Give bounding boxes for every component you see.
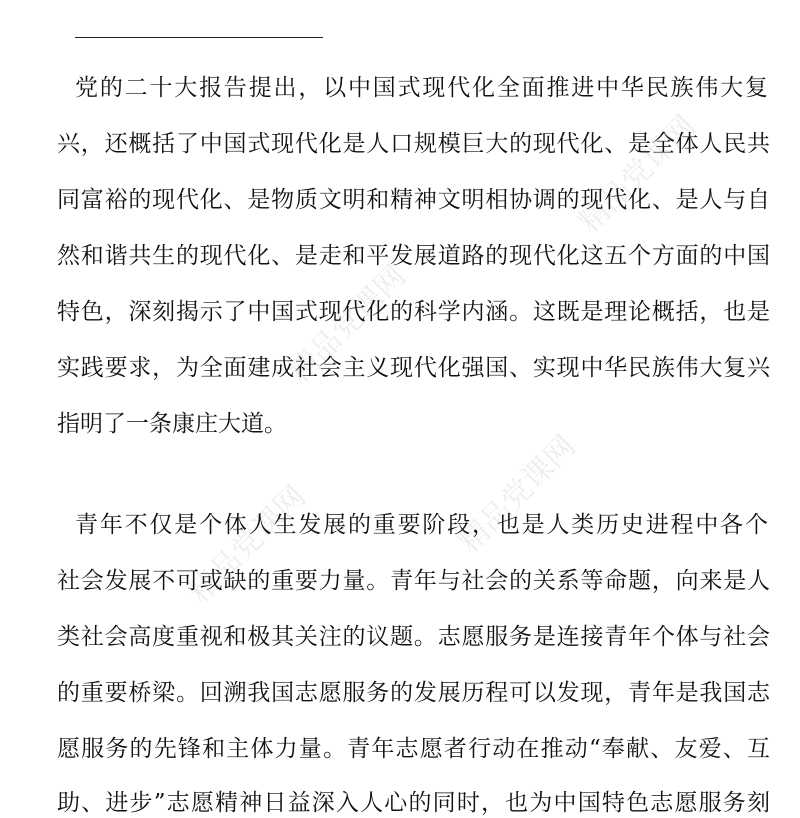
separator-rule [75,37,323,38]
text-line: 类社会高度重视和极其关注的议题。志愿服务是连接青年个体与社会 [57,624,770,650]
text-line: 社会发展不可或缺的重要力量。青年与社会的关系等命题，向来是人 [57,568,770,594]
text-line: 兴，还概括了中国式现代化是人口规模巨大的现代化、是全体人民共 [57,131,770,157]
text-line: 指明了一条康庄大道。 [57,411,287,437]
text-line: 党的二十大报告提出，以中国式现代化全面推进中华民族伟大复 [75,75,768,101]
text-line: 愿服务的先锋和主体力量。青年志愿者行动在推动“奉献、友爱、互 [57,736,770,762]
text-line: 实践要求，为全面建成社会主义现代化强国、实现中华民族伟大复兴 [57,355,770,381]
text-line: 的重要桥梁。回溯我国志愿服务的发展历程可以发现，青年是我国志 [57,680,770,706]
text-line: 助、进步”志愿精神日益深入人心的同时，也为中国特色志愿服务刻 [57,790,770,816]
text-line: 同富裕的现代化、是物质文明和精神文明相协调的现代化、是人与自 [57,187,770,213]
text-line: 然和谐共生的现代化、是走和平发展道路的现代化这五个方面的中国 [57,243,770,269]
text-line: 青年不仅是个体人生发展的重要阶段，也是人类历史进程中各个 [75,512,768,538]
text-line: 特色，深刻揭示了中国式现代化的科学内涵。这既是理论概括，也是 [57,299,770,325]
